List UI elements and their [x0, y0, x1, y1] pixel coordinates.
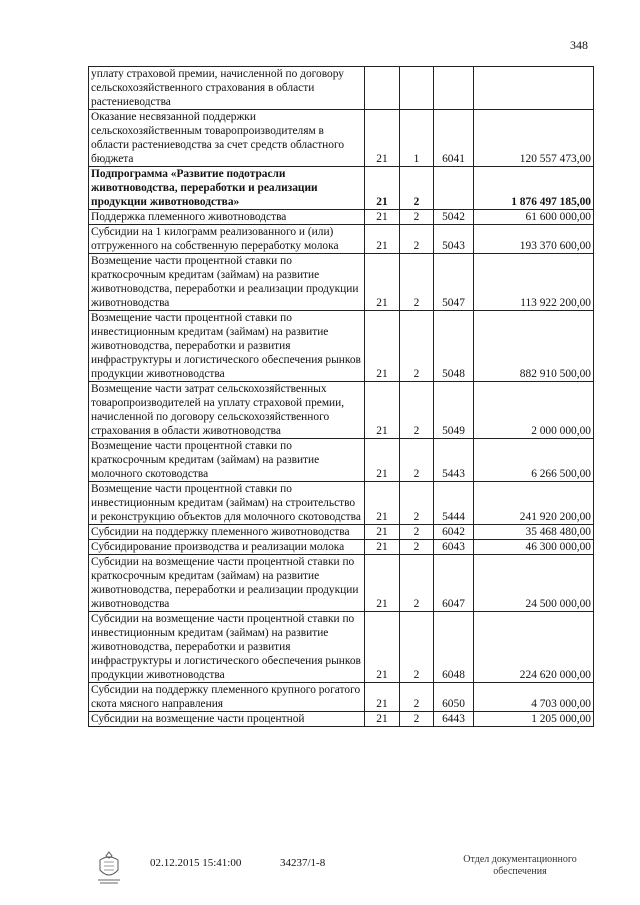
budget-table [88, 66, 594, 727]
table-row [89, 254, 594, 311]
row-code-b-cell: 2 [400, 555, 434, 612]
row-code-a-cell: 21 [365, 311, 400, 382]
row-code-a-cell: 21 [365, 612, 400, 683]
row-code-b-cell: 2 [400, 225, 434, 254]
row-code-c-cell: 5443 [434, 439, 474, 482]
row-code-b-cell: 2 [400, 311, 434, 382]
row-code-a-cell: 21 [365, 110, 400, 167]
table-row [89, 482, 594, 525]
row-code-a-cell: 21 [365, 555, 400, 612]
row-sum-cell: 241 920 200,00 [474, 482, 594, 525]
row-code-b-cell [400, 67, 434, 110]
emblem-icon [96, 850, 122, 884]
row-code-c-cell: 6048 [434, 612, 474, 683]
row-code-b-cell: 2 [400, 482, 434, 525]
table-row [89, 712, 594, 727]
row-code-c-cell: 6041 [434, 110, 474, 167]
row-code-a-cell [365, 67, 400, 110]
row-code-a-cell: 21 [365, 210, 400, 225]
row-code-b-cell: 2 [400, 254, 434, 311]
row-code-b-cell: 2 [400, 712, 434, 727]
row-name-cell: уплату страховой премии, начисленной по договору сельскохозяйственного страхования в области растениеводства [89, 67, 365, 110]
row-sum-cell: 882 910 500,00 [474, 311, 594, 382]
row-code-a-cell: 21 [365, 254, 400, 311]
row-code-b-cell: 2 [400, 612, 434, 683]
row-name-cell: Поддержка племенного животноводства [89, 210, 365, 225]
row-sum-cell [474, 67, 594, 110]
row-code-c-cell: 5043 [434, 225, 474, 254]
row-code-a-cell: 21 [365, 225, 400, 254]
row-code-c-cell: 6042 [434, 525, 474, 540]
row-sum-cell: 1 876 497 185,00 [474, 167, 594, 210]
row-code-a-cell: 21 [365, 525, 400, 540]
row-code-a-cell: 21 [365, 712, 400, 727]
row-sum-cell: 35 468 480,00 [474, 525, 594, 540]
row-name-cell: Субсидии на возмещение части процентной [89, 712, 365, 727]
row-name-cell: Подпрограмма «Развитие подотрасли животноводства, переработки и реализации продукции животноводства» [89, 167, 365, 210]
row-name-cell: Субсидии на возмещение части процентной ставки по инвестиционным кредитам (займам) на развитие животноводства, переработки и развития инфраструктуры и логистического обеспечения рынков продукции животноводства [89, 612, 365, 683]
row-code-a-cell: 21 [365, 482, 400, 525]
footer-date: 02.12.2015 15:41:00 [150, 857, 242, 869]
table-row [89, 540, 594, 555]
footer-stamp-line-1: Отдел документационного [463, 854, 577, 865]
row-sum-cell: 2 000 000,00 [474, 382, 594, 439]
row-sum-cell: 6 266 500,00 [474, 439, 594, 482]
row-name-cell: Субсидии на поддержку племенного крупного рогатого скота мясного направления [89, 683, 365, 712]
row-code-a-cell: 21 [365, 683, 400, 712]
row-sum-cell: 24 500 000,00 [474, 555, 594, 612]
row-name-cell: Субсидии на поддержку племенного животноводства [89, 525, 365, 540]
footer-stamp-line-2: обеспечения [493, 866, 547, 877]
row-name-cell: Субсидии на возмещение части процентной ставки по краткосрочным кредитам (займам) на развитие животноводства, переработки и реализации продукции животноводства [89, 555, 365, 612]
row-code-c-cell: 6043 [434, 540, 474, 555]
table-row [89, 439, 594, 482]
table-row [89, 382, 594, 439]
row-name-cell: Возмещение части процентной ставки по инвестиционным кредитам (займам) на строительство и реконструкцию объектов для молочного скотоводства [89, 482, 365, 525]
row-name-cell: Возмещение части затрат сельскохозяйственных товаропроизводителей на уплату страховой премии, начисленной по договору сельскохозяйственного страхования в области животноводства [89, 382, 365, 439]
row-code-b-cell: 2 [400, 683, 434, 712]
row-code-a-cell: 21 [365, 167, 400, 210]
table-row [89, 110, 594, 167]
table-row [89, 225, 594, 254]
row-sum-cell: 113 922 200,00 [474, 254, 594, 311]
table-row [89, 525, 594, 540]
row-code-b-cell: 1 [400, 110, 434, 167]
row-sum-cell: 224 620 000,00 [474, 612, 594, 683]
row-code-c-cell: 6050 [434, 683, 474, 712]
page-number: 348 [570, 38, 588, 52]
row-code-c-cell: 5444 [434, 482, 474, 525]
table-row [89, 555, 594, 612]
row-code-c-cell: 6047 [434, 555, 474, 612]
row-code-c-cell [434, 167, 474, 210]
row-code-b-cell: 2 [400, 439, 434, 482]
row-code-c-cell: 5047 [434, 254, 474, 311]
row-code-b-cell: 2 [400, 210, 434, 225]
row-code-a-cell: 21 [365, 382, 400, 439]
row-sum-cell: 4 703 000,00 [474, 683, 594, 712]
row-code-c-cell [434, 67, 474, 110]
row-sum-cell: 1 205 000,00 [474, 712, 594, 727]
row-sum-cell: 46 300 000,00 [474, 540, 594, 555]
footer-stamp [450, 854, 590, 878]
row-code-a-cell: 21 [365, 540, 400, 555]
table-row [89, 67, 594, 110]
row-name-cell: Субсидирование производства и реализации молока [89, 540, 365, 555]
row-code-a-cell: 21 [365, 439, 400, 482]
row-code-b-cell: 2 [400, 525, 434, 540]
table-row [89, 210, 594, 225]
row-name-cell: Оказание несвязанной поддержки сельскохозяйственным товаропроизводителям в области растениеводства за счет средств областного бюджета [89, 110, 365, 167]
row-code-b-cell: 2 [400, 167, 434, 210]
row-code-b-cell: 2 [400, 540, 434, 555]
row-name-cell: Возмещение части процентной ставки по краткосрочным кредитам (займам) на развитие молочного скотоводства [89, 439, 365, 482]
row-name-cell: Возмещение части процентной ставки по инвестиционным кредитам (займам) на развитие животноводства, переработки и развития инфраструктуры и логистического обеспечения рынков продукции животноводства [89, 311, 365, 382]
row-code-c-cell: 6443 [434, 712, 474, 727]
table-row [89, 167, 594, 210]
table-row [89, 612, 594, 683]
row-code-c-cell: 5048 [434, 311, 474, 382]
row-code-c-cell: 5049 [434, 382, 474, 439]
table-row [89, 683, 594, 712]
row-sum-cell: 120 557 473,00 [474, 110, 594, 167]
row-code-b-cell: 2 [400, 382, 434, 439]
row-sum-cell: 61 600 000,00 [474, 210, 594, 225]
row-name-cell: Субсидии на 1 килограмм реализованного и (или) отгруженного на собственную переработку молока [89, 225, 365, 254]
budget-table-body [89, 67, 594, 727]
table-row [89, 311, 594, 382]
footer-document-code: 34237/1-8 [280, 857, 326, 869]
row-name-cell: Возмещение части процентной ставки по краткосрочным кредитам (займам) на развитие животноводства, переработки и реализации продукции животноводства [89, 254, 365, 311]
row-sum-cell: 193 370 600,00 [474, 225, 594, 254]
row-code-c-cell: 5042 [434, 210, 474, 225]
